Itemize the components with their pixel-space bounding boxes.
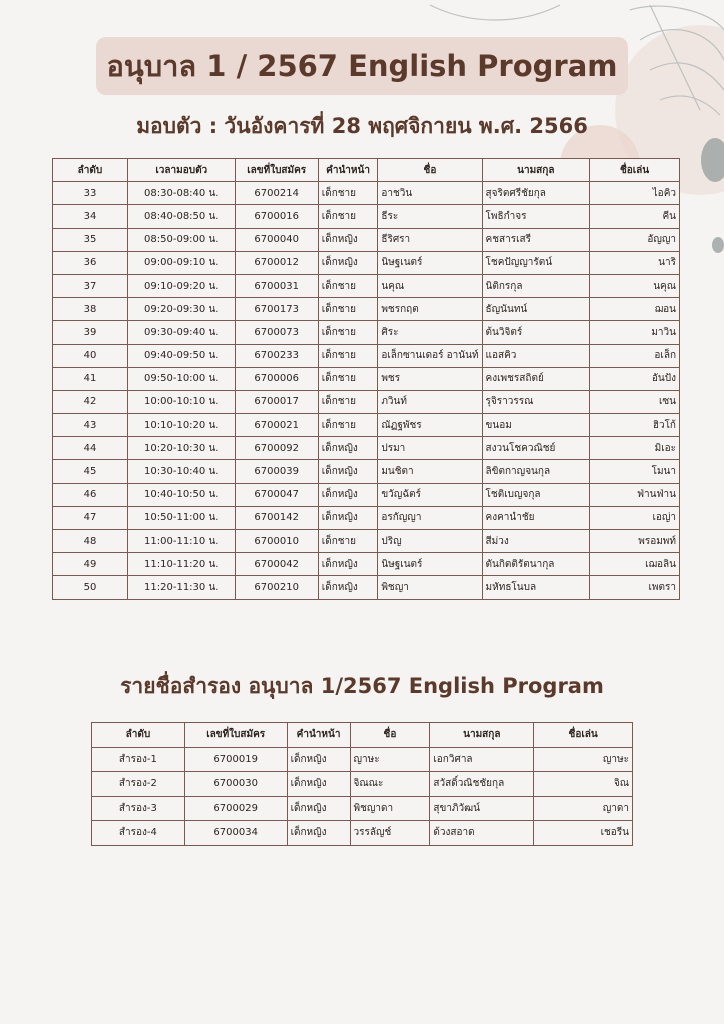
- table-row: [92, 796, 633, 821]
- column-header: เลขที่ใบสมัคร: [235, 159, 318, 182]
- table-cell: รุจิราวรรณ: [482, 390, 590, 413]
- table-cell: สงวนโชควณิชย์: [482, 437, 590, 460]
- table-row: [92, 772, 633, 797]
- table-row: [53, 576, 680, 599]
- table-cell: เด็กชาย: [318, 298, 378, 321]
- table-cell: เพตรา: [590, 576, 680, 599]
- table-cell: คงเพชรสถิตย์: [482, 367, 590, 390]
- table-cell: มนชิตา: [378, 460, 482, 483]
- table-cell: นิษฐเนตร์: [378, 251, 482, 274]
- table-cell: อรกัญญา: [378, 506, 482, 529]
- table-row: [92, 821, 633, 846]
- table-row: [53, 390, 680, 413]
- column-header: นามสกุล: [482, 159, 590, 182]
- table-cell: 48: [53, 530, 128, 553]
- table-cell: สำรอง-2: [92, 772, 185, 797]
- table-cell: ขนอม: [482, 414, 590, 437]
- table-cell: อเล็กซานเดอร์ อานันท์: [378, 344, 482, 367]
- table-cell: 42: [53, 390, 128, 413]
- table-cell: วรรลัญช์: [350, 821, 430, 846]
- table-cell: 6700021: [235, 414, 318, 437]
- table-cell: 10:40-10:50 น.: [127, 483, 235, 506]
- table-cell: 6700010: [235, 530, 318, 553]
- table-cell: เด็กชาย: [318, 182, 378, 205]
- table-cell: ฟ่านฟ่าน: [590, 483, 680, 506]
- column-header: ชื่อเล่น: [590, 159, 680, 182]
- table-cell: 43: [53, 414, 128, 437]
- column-header: ลำดับ: [92, 723, 185, 748]
- table-cell: 10:30-10:40 น.: [127, 460, 235, 483]
- table-cell: จิณณะ: [350, 772, 430, 797]
- table-cell: เด็กหญิง: [287, 772, 350, 797]
- table-cell: พชร: [378, 367, 482, 390]
- table-cell: 6700031: [235, 274, 318, 297]
- table-cell: 46: [53, 483, 128, 506]
- table-cell: 6700142: [235, 506, 318, 529]
- table-cell: สำรอง-4: [92, 821, 185, 846]
- table-cell: โมนา: [590, 460, 680, 483]
- table-cell: ตันกิตติรัตนากุล: [482, 553, 590, 576]
- table-cell: เด็กชาย: [318, 321, 378, 344]
- table-cell: 11:20-11:30 น.: [127, 576, 235, 599]
- table-header-row: [92, 723, 633, 748]
- table-cell: 6700040: [235, 228, 318, 251]
- table-cell: โชติเบญจกุล: [482, 483, 590, 506]
- table-cell: เด็กชาย: [318, 390, 378, 413]
- table-cell: เด็กชาย: [318, 414, 378, 437]
- column-header: นามสกุล: [430, 723, 534, 748]
- table-cell: 40: [53, 344, 128, 367]
- table-cell: เด็กหญิง: [287, 796, 350, 821]
- table-cell: ไอคิว: [590, 182, 680, 205]
- table-row: [53, 344, 680, 367]
- table-cell: 6700017: [235, 390, 318, 413]
- table-cell: เด็กหญิง: [287, 747, 350, 772]
- table-cell: ญาษะ: [350, 747, 430, 772]
- table-cell: อัญญา: [590, 228, 680, 251]
- table-cell: 09:00-09:10 น.: [127, 251, 235, 274]
- table-cell: มาวิน: [590, 321, 680, 344]
- table-cell: ลิขิตกาญจนกุล: [482, 460, 590, 483]
- table-cell: 11:10-11:20 น.: [127, 553, 235, 576]
- table-row: [53, 251, 680, 274]
- enrollment-date-subtitle: มอบตัว : วันอังคารที่ 28 พฤศจิกายน พ.ศ. 2566: [136, 114, 588, 138]
- table-cell: ฌอน: [590, 298, 680, 321]
- table-cell: 6700029: [184, 796, 287, 821]
- table-cell: จิณ: [534, 772, 633, 797]
- table-cell: เด็กหญิง: [318, 460, 378, 483]
- table-row: [53, 553, 680, 576]
- table-cell: ญาษะ: [534, 747, 633, 772]
- table-cell: 6700042: [235, 553, 318, 576]
- table-cell: 35: [53, 228, 128, 251]
- table-cell: 09:40-09:50 น.: [127, 344, 235, 367]
- reserve-list-title: รายชื่อสำรอง อนุบาล 1/2567 English Program: [120, 674, 604, 698]
- table-cell: มหัทธโนบล: [482, 576, 590, 599]
- column-header: คำนำหน้า: [287, 723, 350, 748]
- table-cell: 39: [53, 321, 128, 344]
- table-cell: 49: [53, 553, 128, 576]
- table-cell: 6700030: [184, 772, 287, 797]
- table-row: [53, 321, 680, 344]
- table-cell: 09:30-09:40 น.: [127, 321, 235, 344]
- table-cell: 09:20-09:30 น.: [127, 298, 235, 321]
- table-cell: 6700173: [235, 298, 318, 321]
- table-cell: อเล็ก: [590, 344, 680, 367]
- table-row: [53, 530, 680, 553]
- column-header: คำนำหน้า: [318, 159, 378, 182]
- table-cell: นคุณ: [378, 274, 482, 297]
- table-row: [53, 367, 680, 390]
- table-cell: เด็กหญิง: [318, 506, 378, 529]
- table-cell: อันปัง: [590, 367, 680, 390]
- column-header: เลขที่ใบสมัคร: [184, 723, 287, 748]
- table-cell: 38: [53, 298, 128, 321]
- table-cell: 10:20-10:30 น.: [127, 437, 235, 460]
- table-cell: สำรอง-1: [92, 747, 185, 772]
- table-cell: เด็กหญิง: [318, 483, 378, 506]
- table-cell: 08:50-09:00 น.: [127, 228, 235, 251]
- table-cell: เชอรีน: [534, 821, 633, 846]
- table-cell: เอญ่า: [590, 506, 680, 529]
- table-cell: 10:50-11:00 น.: [127, 506, 235, 529]
- table-cell: เด็กหญิง: [318, 553, 378, 576]
- table-cell: สีม่วง: [482, 530, 590, 553]
- table-cell: 34: [53, 205, 128, 228]
- table-row: [53, 483, 680, 506]
- table-cell: นิติกรกุล: [482, 274, 590, 297]
- table-cell: 11:00-11:10 น.: [127, 530, 235, 553]
- table-cell: ณัฏฐพัชร: [378, 414, 482, 437]
- table-cell: คชสารเสรี: [482, 228, 590, 251]
- table-cell: ฮิวโก้: [590, 414, 680, 437]
- table-cell: 6700233: [235, 344, 318, 367]
- table-cell: โชคปัญญารัตน์: [482, 251, 590, 274]
- table-cell: 45: [53, 460, 128, 483]
- reserve-list-table: [91, 722, 633, 846]
- table-cell: เอกวิศาล: [430, 747, 534, 772]
- table-cell: 6700019: [184, 747, 287, 772]
- table-cell: สุขาภิวัฒน์: [430, 796, 534, 821]
- table-cell: 6700012: [235, 251, 318, 274]
- table-cell: 33: [53, 182, 128, 205]
- table-cell: 6700092: [235, 437, 318, 460]
- table-cell: นิษฐเนตร์: [378, 553, 482, 576]
- table-cell: ธีริศรา: [378, 228, 482, 251]
- table-cell: เด็กหญิง: [318, 251, 378, 274]
- table-cell: อาชวิน: [378, 182, 482, 205]
- table-cell: 47: [53, 506, 128, 529]
- table-cell: ธัญนันทน์: [482, 298, 590, 321]
- table-cell: 09:50-10:00 น.: [127, 367, 235, 390]
- table-cell: โพธิกำจร: [482, 205, 590, 228]
- table-cell: สุจริตศรีชัยกุล: [482, 182, 590, 205]
- table-cell: แอสคิว: [482, 344, 590, 367]
- table-cell: คีน: [590, 205, 680, 228]
- table-row: [53, 506, 680, 529]
- table-cell: ต้นวิจิตร์: [482, 321, 590, 344]
- table-cell: 6700073: [235, 321, 318, 344]
- table-cell: 37: [53, 274, 128, 297]
- page-title: อนุบาล 1 / 2567 English Program: [106, 49, 618, 83]
- table-cell: เด็กหญิง: [318, 437, 378, 460]
- table-cell: 10:00-10:10 น.: [127, 390, 235, 413]
- table-cell: พรอมพท์: [590, 530, 680, 553]
- table-row: [53, 182, 680, 205]
- table-cell: เด็กชาย: [318, 274, 378, 297]
- table-cell: พชรกฤต: [378, 298, 482, 321]
- table-cell: สำรอง-3: [92, 796, 185, 821]
- table-cell: ปริญ: [378, 530, 482, 553]
- table-cell: ด้วงสอาด: [430, 821, 534, 846]
- table-cell: 6700047: [235, 483, 318, 506]
- table-row: [53, 437, 680, 460]
- table-row: [53, 205, 680, 228]
- table-cell: มิเอะ: [590, 437, 680, 460]
- table-row: [92, 747, 633, 772]
- table-cell: 08:40-08:50 น.: [127, 205, 235, 228]
- table-cell: คงคานำชัย: [482, 506, 590, 529]
- page-title-banner: [96, 37, 628, 95]
- table-cell: นคุณ: [590, 274, 680, 297]
- table-cell: เฌอลิน: [590, 553, 680, 576]
- table-row: [53, 228, 680, 251]
- table-cell: เด็กหญิง: [318, 228, 378, 251]
- column-header: ชื่อเล่น: [534, 723, 633, 748]
- table-cell: สวัสดิ์วณิชชัยกุล: [430, 772, 534, 797]
- table-cell: 6700006: [235, 367, 318, 390]
- table-row: [53, 298, 680, 321]
- table-cell: ขวัญฉัตร์: [378, 483, 482, 506]
- table-cell: เด็กหญิง: [318, 576, 378, 599]
- column-header: ชื่อ: [350, 723, 430, 748]
- column-header: ชื่อ: [378, 159, 482, 182]
- table-cell: 08:30-08:40 น.: [127, 182, 235, 205]
- table-header-row: [53, 159, 680, 182]
- table-cell: ธีระ: [378, 205, 482, 228]
- table-cell: ภวินท์: [378, 390, 482, 413]
- table-cell: ศิระ: [378, 321, 482, 344]
- table-row: [53, 414, 680, 437]
- table-cell: 09:10-09:20 น.: [127, 274, 235, 297]
- table-cell: 50: [53, 576, 128, 599]
- table-cell: 10:10-10:20 น.: [127, 414, 235, 437]
- table-cell: 36: [53, 251, 128, 274]
- table-cell: เด็กชาย: [318, 205, 378, 228]
- table-cell: ญาดา: [534, 796, 633, 821]
- table-cell: ปรมา: [378, 437, 482, 460]
- table-row: [53, 460, 680, 483]
- table-cell: เด็กชาย: [318, 344, 378, 367]
- column-header: ลำดับ: [53, 159, 128, 182]
- column-header: เวลามอบตัว: [127, 159, 235, 182]
- table-cell: 41: [53, 367, 128, 390]
- table-cell: เด็กหญิง: [287, 821, 350, 846]
- table-cell: เซน: [590, 390, 680, 413]
- table-cell: 6700016: [235, 205, 318, 228]
- enrollment-schedule-table: [52, 158, 680, 600]
- table-cell: 6700034: [184, 821, 287, 846]
- table-cell: 6700210: [235, 576, 318, 599]
- table-cell: นาริ: [590, 251, 680, 274]
- table-cell: 44: [53, 437, 128, 460]
- table-cell: พิชญา: [378, 576, 482, 599]
- table-cell: 6700214: [235, 182, 318, 205]
- table-cell: 6700039: [235, 460, 318, 483]
- table-cell: เด็กชาย: [318, 367, 378, 390]
- table-cell: เด็กชาย: [318, 530, 378, 553]
- table-row: [53, 274, 680, 297]
- table-cell: พิชญาดา: [350, 796, 430, 821]
